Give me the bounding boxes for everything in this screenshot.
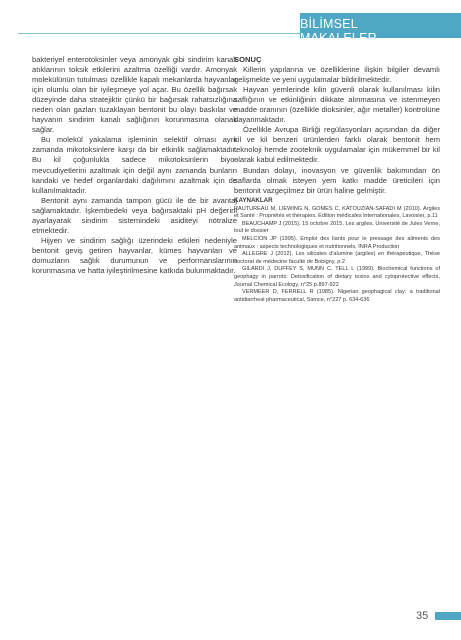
- reference-item: RAUTUREAU M, LIEWING N, GOMES C, KATOUZIAN-SAFADI M (2010). Argiles et Santé : Propriétés et thérapies, Edition médicales internationales, Lavoisier, p.11: [234, 205, 440, 220]
- section-header-title: BİLİMSEL MAKALELER: [300, 17, 377, 45]
- section-title-conclusion: SONUÇ: [234, 55, 262, 64]
- left-text-column: [32, 55, 237, 276]
- right-text-column: [234, 55, 440, 304]
- body-paragraph: Bentonit aynı zamanda tampon gücü ile de bir avantaj sağlamaktadır. İşkembedeki veya bağırsaktaki pH değerini ayarlayarak sindirim sistemindeki asiditeyi nötralize etmektedir.: [32, 195, 237, 235]
- references-title: KAYNAKLAR: [234, 196, 273, 204]
- body-paragraph: Hijyen ve sindirim sağlığı üzerindeki etkileri nedeniyle bentonit geviş getiren hayvanlar, kümes hayvanları ve domuzların sağlık durumunun ve performanslarının korunmasına ve hatta iyileştirilmesine katkıda bulunmaktadır.: [32, 235, 237, 275]
- body-paragraph: bakteriyel enterotoksinler veya amonyak gibi sindirim kanalı atıklarının toksik etkilerini azaltma özelliği vardır. Amonyak molekülünün tutulması özellikle kapalı mekanlarda hayvanlar için olumlu olan bir iyileşmeye yol açar. Bu özellik bağırsak düzeyinde daha stratejiktir çünkü bir bağırsak rahatsızlığına neden olan gazları tuzaklayan bentonit bu olayı baskılar ve hayvanın sindirim kanalı sağlığının korunmasına olanak sağlar.: [32, 55, 237, 135]
- reference-item: GILARDI J, DUFFEY S, MUNN C, TELL L (1999). Biochemical functions of geophagy in parrots: Detoxification of dietary toxins and cytoprotective effects, Journal Chemical Ecology, n°25 p.897-922: [234, 266, 440, 288]
- reference-item: MELCION JP (1995). Emploi des liants pour le pressage des aliments des animaux : aspects technologiques et nutritionnels, INRA Production: [234, 236, 440, 250]
- body-paragraph: Killerin yapılarına ve özelliklerine ilişkin bilgiler devamlı gelişmekte ve yeni uygulamalar bildirilmektedir.: [234, 65, 440, 85]
- body-paragraph: Bu molekül yakalama işleminin selektif olması aynı zamanda mikotoksinlere karşı da bir etkinlik sağlamaktadır. Bu kil çoğunlukla sadece mikotoksinlerin biyo-mevcudiyetlerini azaltmak için değil aynı zamanda bunların kandaki ve hedef organlardaki dağılımını azaltmak için de kullanılmaktadır.: [32, 135, 237, 195]
- reference-item: ALLEGRE J (2012). Les silicates d'alumine (argiles) en thérapeutique, Thèse doctorat de médecine faculté de Bobigny, p.2: [234, 251, 440, 265]
- footer-accent-bar: [435, 612, 461, 620]
- header-divider: [18, 33, 300, 34]
- body-paragraph: Hayvan yemlerinde kilin güvenli olarak kullanılması kilin saflığının ve etkinliğinin dikkate alınmasına ve istenmeyen madde oranının (özellikle dioksinler, ağır metaller) kontrolüne dayanmaktadır.: [234, 85, 440, 125]
- reference-item: BEAUCHAMP J (2015). 15 octobre 2015, Les argiles, Université de Jules Verne, tout le dossier: [234, 220, 440, 235]
- references-list: [234, 206, 440, 305]
- body-paragraph: Özellikle Avrupa Birliği regülasyonları açısından da diğer kil ve kil benzeri ürünlerden farklı olarak bentonit hem teknoloji hemde zooteknik uygulamalar için mükemmel bir kil olarak kabul edilmektedir.: [234, 125, 440, 165]
- reference-item: VERMEER D, FERRELL R (1985). Nigerian geophagical clay: a traditional antidiarrheal pharmaceutical, Sience, n°227 p. 634-636: [234, 289, 440, 303]
- page-number: 35: [416, 610, 429, 622]
- body-paragraph: Bundan dolayı, inovasyon ve güvenlik bakımından ön saflarda olmak isteyen yem katkı madde üreticileri için bentonit vazgeçilmez bir ürün haline gelmiştir.: [234, 165, 440, 195]
- section-header-bar: [300, 13, 461, 45]
